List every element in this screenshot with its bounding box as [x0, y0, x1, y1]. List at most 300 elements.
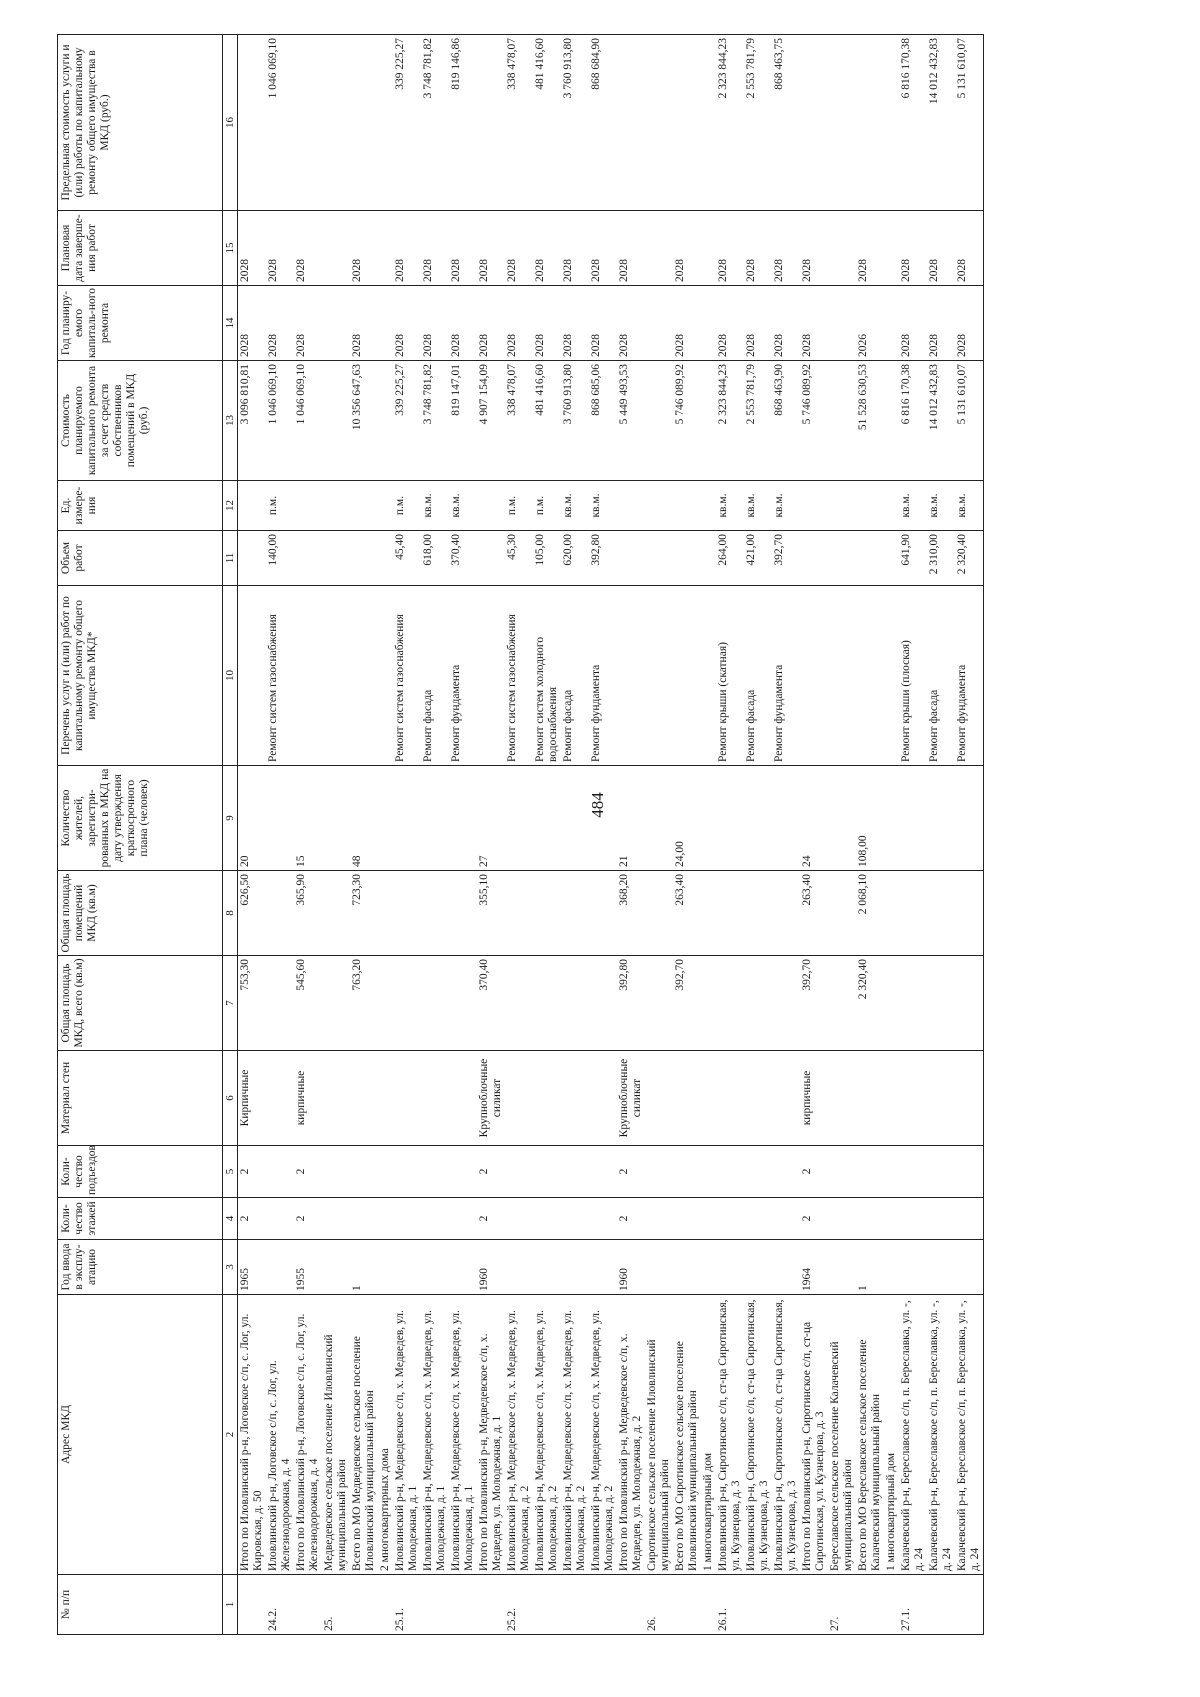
cell-col-10: Ремонт крыши (плоская): [899, 586, 927, 766]
cell-col-10: [800, 586, 828, 766]
cell-col-6: [589, 1051, 617, 1146]
cell-col-2: Итого по Иловлинский р-н, Медведевское с/п, х. Медведев, ул. Молодежная, д. 2: [617, 1295, 645, 1575]
cell-col-5: [716, 1146, 744, 1198]
cell-col-10: Ремонт систем холодного водоснабжения: [533, 586, 561, 766]
cell-col-4: [955, 1198, 984, 1240]
cell-col-6: [561, 1051, 589, 1146]
cell-col-6: кирпичные: [294, 1051, 322, 1146]
cell-col-9: 20: [238, 766, 267, 871]
cell-col-8: [772, 871, 800, 956]
cell-col-4: [533, 1198, 561, 1240]
cell-col-12: [828, 481, 856, 531]
cell-col-4: [927, 1198, 955, 1240]
cell-col-1: 25.: [322, 1575, 350, 1635]
column-number: 1: [223, 1575, 238, 1635]
cell-col-8: [449, 871, 477, 956]
cell-col-2: Иловлинский р-н, Медведевское с/п, х. Медведев, ул. Молодежная, д. 1: [421, 1295, 449, 1575]
col-header: Плановая дата заверше-ния работ: [58, 211, 223, 286]
cell-col-7: [266, 956, 294, 1051]
table-row: [716, 35, 744, 1635]
table-row: [561, 35, 589, 1635]
cell-col-6: Крупноблочные силикат: [477, 1051, 505, 1146]
cell-col-6: [716, 1051, 744, 1146]
cell-col-9: [266, 766, 294, 871]
cell-col-16: [884, 35, 899, 211]
cell-col-5: 2: [800, 1146, 828, 1198]
cell-col-6: [701, 1051, 716, 1146]
cell-col-16: 819 146,86: [449, 35, 477, 211]
cell-col-10: [884, 586, 899, 766]
cell-col-4: 2: [238, 1198, 267, 1240]
col-header: Объем работ: [58, 531, 223, 586]
cell-col-13: 4 907 154,09: [477, 361, 505, 481]
cell-col-9: [589, 766, 617, 871]
cell-col-1: 27.1.: [899, 1575, 927, 1635]
cell-col-2: Медведевское сельское поселение Иловлинский муниципальный район: [322, 1295, 350, 1575]
cell-col-6: [645, 1051, 673, 1146]
cell-col-2: Сиротинское сельское поселение Иловлинский муниципальный район: [645, 1295, 673, 1575]
cell-col-8: [378, 871, 393, 956]
cell-col-12: [378, 481, 393, 531]
cell-col-4: 2: [294, 1198, 322, 1240]
cell-col-1: [294, 1575, 322, 1635]
cell-col-15: 2028: [561, 211, 589, 286]
cell-col-16: 6 816 170,38: [899, 35, 927, 211]
cell-col-12: кв.м.: [561, 481, 589, 531]
cell-col-15: [884, 211, 899, 286]
cell-col-10: [701, 586, 716, 766]
cell-col-10: [477, 586, 505, 766]
cell-col-16: [701, 35, 716, 211]
col-header: Год ввода в эксплу-атацию: [58, 1240, 223, 1295]
cell-col-16: [238, 35, 267, 211]
cell-col-10: Ремонт систем газоснабжения: [266, 586, 294, 766]
cell-col-8: [899, 871, 927, 956]
cell-col-2: Иловлинский р-н, Сиротинское с/п, ст-ца Сиротинская, ул. Кузнецова, д. 3: [744, 1295, 772, 1575]
cell-col-3: [449, 1240, 477, 1295]
cell-col-11: 105,00: [533, 531, 561, 586]
table-row: [828, 35, 856, 1635]
cell-col-13: 5 746 089,92: [673, 361, 701, 481]
cell-col-8: [322, 871, 350, 956]
column-number: 10: [223, 586, 238, 766]
cell-col-15: 2028: [238, 211, 267, 286]
cell-col-8: [393, 871, 421, 956]
cell-col-13: 6 816 170,38: [899, 361, 927, 481]
cell-col-16: 1 046 069,10: [266, 35, 294, 211]
cell-col-8: [421, 871, 449, 956]
column-number: 5: [223, 1146, 238, 1198]
cell-col-3: [828, 1240, 856, 1295]
cell-col-15: [701, 211, 716, 286]
table-row: [617, 35, 645, 1635]
cell-col-1: [477, 1575, 505, 1635]
cell-col-11: 264,00: [716, 531, 744, 586]
cell-col-8: [927, 871, 955, 956]
cell-col-11: 45,40: [393, 531, 421, 586]
cell-col-8: [828, 871, 856, 956]
cell-col-10: [828, 586, 856, 766]
cell-col-3: 1955: [294, 1240, 322, 1295]
cell-col-3: [884, 1240, 899, 1295]
cell-col-12: кв.м.: [716, 481, 744, 531]
cell-col-13: 868 685,06: [589, 361, 617, 481]
cell-col-15: 2028: [421, 211, 449, 286]
cell-col-14: 2028: [589, 286, 617, 361]
cell-col-10: Ремонт фундамента: [955, 586, 984, 766]
cell-col-7: 392,70: [673, 956, 701, 1051]
cell-col-14: 2028: [617, 286, 645, 361]
col-header: Количество жителей, зарегистри-рованных в МКД на дату утверждения краткосрочного плана (человек): [58, 766, 223, 871]
cell-col-14: [828, 286, 856, 361]
cell-col-16: 868 463,75: [772, 35, 800, 211]
cell-col-10: Ремонт систем газоснабжения: [393, 586, 421, 766]
cell-col-16: 481 416,60: [533, 35, 561, 211]
cell-col-9: [322, 766, 350, 871]
cell-col-2: Итого по Иловлинский р-н, Логовское с/п, с. Лог, ул. Железнодорожная, д. 4: [294, 1295, 322, 1575]
cell-col-11: 45,30: [505, 531, 533, 586]
cell-col-12: [673, 481, 701, 531]
cell-col-14: 2028: [899, 286, 927, 361]
cell-col-12: [645, 481, 673, 531]
cell-col-12: [477, 481, 505, 531]
cell-col-4: [378, 1198, 393, 1240]
cell-col-14: 2028: [772, 286, 800, 361]
cell-col-8: 355,10: [477, 871, 505, 956]
cell-col-7: [899, 956, 927, 1051]
cell-col-16: [477, 35, 505, 211]
cell-col-12: п.м.: [393, 481, 421, 531]
column-number: 11: [223, 531, 238, 586]
cell-col-16: 3 748 781,82: [421, 35, 449, 211]
table-row: [744, 35, 772, 1635]
cell-col-13: 1 046 069,10: [266, 361, 294, 481]
cell-col-12: [617, 481, 645, 531]
cell-col-6: кирпичные: [800, 1051, 828, 1146]
col-header: Общая площадь помещений МКД (кв.м): [58, 871, 223, 956]
cell-col-13: [828, 361, 856, 481]
cell-col-1: [378, 1575, 393, 1635]
cell-col-8: 2 068,10: [856, 871, 884, 956]
cell-col-12: [701, 481, 716, 531]
cell-col-6: [505, 1051, 533, 1146]
cell-col-16: [294, 35, 322, 211]
cell-col-2: Иловлинский р-н, Сиротинское с/п, ст-ца Сиротинская, ул. Кузнецова, д. 3: [772, 1295, 800, 1575]
cell-col-11: [856, 531, 884, 586]
cell-col-5: [955, 1146, 984, 1198]
cell-col-12: п.м.: [533, 481, 561, 531]
cell-col-16: 2 553 781,79: [744, 35, 772, 211]
cell-col-2: Калачевский р-н, Береславское с/п, п. Береславка, ул. -, д. 24: [927, 1295, 955, 1575]
cell-col-7: 763,20: [350, 956, 378, 1051]
cell-col-6: Крупноблочные силикат: [617, 1051, 645, 1146]
cell-col-3: [322, 1240, 350, 1295]
table-row: [800, 35, 828, 1635]
cell-col-11: [645, 531, 673, 586]
cell-col-4: [744, 1198, 772, 1240]
cell-col-9: [561, 766, 589, 871]
cell-col-5: 2: [477, 1146, 505, 1198]
cell-col-1: [927, 1575, 955, 1635]
cell-col-16: [856, 35, 884, 211]
cell-col-13: 819 147,01: [449, 361, 477, 481]
cell-col-7: 2 320,40: [856, 956, 884, 1051]
cell-col-11: [322, 531, 350, 586]
cell-col-3: [645, 1240, 673, 1295]
cell-col-9: [927, 766, 955, 871]
col-header: Стоимость планируемого капитального ремонта за счет средств собственников помещений в МКД (руб.): [58, 361, 223, 481]
cell-col-1: 24.2.: [266, 1575, 294, 1635]
cell-col-2: Калачевский р-н, Береславское с/п, п. Береславка, ул. -, д. 24: [899, 1295, 927, 1575]
cell-col-14: 2028: [561, 286, 589, 361]
cell-col-6: [378, 1051, 393, 1146]
cell-col-9: 108,00: [856, 766, 884, 871]
cell-col-14: 2028: [421, 286, 449, 361]
cell-col-1: 25.2.: [505, 1575, 533, 1635]
cell-col-7: [772, 956, 800, 1051]
table-row: [477, 35, 505, 1635]
cell-col-14: 2028: [266, 286, 294, 361]
cell-col-14: 2028: [716, 286, 744, 361]
cell-col-11: [884, 531, 899, 586]
col-header: Перечень услуг и (или) работ по капитальному ремонту общего имущества МКД*: [58, 586, 223, 766]
cell-col-13: 5 746 089,92: [800, 361, 828, 481]
cell-col-7: [322, 956, 350, 1051]
cell-col-4: [266, 1198, 294, 1240]
cell-col-6: [744, 1051, 772, 1146]
cell-col-3: [393, 1240, 421, 1295]
cell-col-16: 2 323 844,23: [716, 35, 744, 211]
cell-col-15: 2028: [955, 211, 984, 286]
cell-col-13: [378, 361, 393, 481]
cell-col-15: 2028: [899, 211, 927, 286]
cell-col-6: [828, 1051, 856, 1146]
cell-col-6: [856, 1051, 884, 1146]
table-row: [884, 35, 899, 1635]
cell-col-11: 641,90: [899, 531, 927, 586]
cell-col-15: 2028: [617, 211, 645, 286]
cell-col-7: 392,80: [617, 956, 645, 1051]
cell-col-3: 1960: [477, 1240, 505, 1295]
cell-col-12: [856, 481, 884, 531]
cell-col-7: [505, 956, 533, 1051]
cell-col-3: 1960: [617, 1240, 645, 1295]
cell-col-15: [378, 211, 393, 286]
page-number: 484: [587, 792, 607, 818]
cell-col-3: [716, 1240, 744, 1295]
cell-col-2: Иловлинский р-н, Сиротинское с/п, ст-ца Сиротинская, ул. Кузнецова, д. 3: [716, 1295, 744, 1575]
cell-col-13: 14 012 432,83: [927, 361, 955, 481]
cell-col-4: [322, 1198, 350, 1240]
cell-col-13: 868 463,90: [772, 361, 800, 481]
cell-col-7: [561, 956, 589, 1051]
cell-col-14: 2028: [505, 286, 533, 361]
cell-col-12: [884, 481, 899, 531]
cell-col-16: [673, 35, 701, 211]
cell-col-7: [378, 956, 393, 1051]
cell-col-3: [673, 1240, 701, 1295]
cell-col-5: [350, 1146, 378, 1198]
cell-col-13: 339 225,27: [393, 361, 421, 481]
cell-col-11: [350, 531, 378, 586]
cell-col-4: [350, 1198, 378, 1240]
cell-col-8: [589, 871, 617, 956]
cell-col-5: [449, 1146, 477, 1198]
cell-col-4: [716, 1198, 744, 1240]
cell-col-14: 2028: [533, 286, 561, 361]
cell-col-11: 392,70: [772, 531, 800, 586]
cell-col-10: Ремонт фасада: [421, 586, 449, 766]
cell-col-9: [701, 766, 716, 871]
cell-col-6: [772, 1051, 800, 1146]
cell-col-4: [393, 1198, 421, 1240]
cell-col-7: [927, 956, 955, 1051]
cell-col-7: [393, 956, 421, 1051]
cell-col-14: 2028: [449, 286, 477, 361]
cell-col-2: Иловлинский р-н, Логовское с/п, с. Лог, ул. Железнодорожная, д. 4: [266, 1295, 294, 1575]
cell-col-13: 2 323 844,23: [716, 361, 744, 481]
cell-col-1: [617, 1575, 645, 1635]
cell-col-13: 3 760 913,80: [561, 361, 589, 481]
cell-col-2: Всего по МО Медведевское сельское поселение Иловлинский муниципальный район: [350, 1295, 378, 1575]
col-header: Материал стен: [58, 1051, 223, 1146]
cell-col-11: 2 310,00: [927, 531, 955, 586]
cell-col-7: [744, 956, 772, 1051]
cell-col-13: [701, 361, 716, 481]
cell-col-3: [927, 1240, 955, 1295]
column-number: 14: [223, 286, 238, 361]
cell-col-9: [899, 766, 927, 871]
table-row: [378, 35, 393, 1635]
cell-col-12: [800, 481, 828, 531]
table-row: [350, 35, 378, 1635]
cell-col-1: [744, 1575, 772, 1635]
cell-col-14: 2028: [477, 286, 505, 361]
cell-col-5: [561, 1146, 589, 1198]
cell-col-8: [884, 871, 899, 956]
cell-col-8: [955, 871, 984, 956]
cell-col-16: 339 225,27: [393, 35, 421, 211]
column-number: 7: [223, 956, 238, 1051]
cell-col-2: Итого по Иловлинский р-н, Логовское с/п, с. Лог, ул. Кировская, д. 50: [238, 1295, 267, 1575]
cell-col-2: Всего по МО Сиротинское сельское поселение Иловлинский муниципальный район: [673, 1295, 701, 1575]
cell-col-16: [378, 35, 393, 211]
cell-col-5: [393, 1146, 421, 1198]
cell-col-6: [884, 1051, 899, 1146]
cell-col-3: [561, 1240, 589, 1295]
table-row: [449, 35, 477, 1635]
column-number: 13: [223, 361, 238, 481]
col-header: Адрес МКД: [58, 1295, 223, 1575]
cell-col-11: [378, 531, 393, 586]
cell-col-1: 27.: [828, 1575, 856, 1635]
cell-col-1: [238, 1575, 267, 1635]
cell-col-9: [533, 766, 561, 871]
cell-col-11: 370,40: [449, 531, 477, 586]
cell-col-9: [884, 766, 899, 871]
cell-col-11: [673, 531, 701, 586]
cell-col-5: 2: [294, 1146, 322, 1198]
cell-col-1: [449, 1575, 477, 1635]
table-row: [294, 35, 322, 1635]
cell-col-8: [701, 871, 716, 956]
cell-col-14: 2028: [238, 286, 267, 361]
cell-col-11: [294, 531, 322, 586]
cell-col-8: [505, 871, 533, 956]
cell-col-3: [772, 1240, 800, 1295]
cell-col-12: [322, 481, 350, 531]
cell-col-13: 2 553 781,79: [744, 361, 772, 481]
cell-col-13: 10 356 647,63: [350, 361, 378, 481]
cell-col-10: Ремонт крыши (скатная): [716, 586, 744, 766]
cell-col-7: 392,70: [800, 956, 828, 1051]
cell-col-10: [617, 586, 645, 766]
cell-col-5: [421, 1146, 449, 1198]
table-row: [701, 35, 716, 1635]
header-row: [58, 35, 223, 1635]
cell-col-14: 2028: [927, 286, 955, 361]
rotated-table-container: [57, 35, 1172, 1635]
table-row: [238, 35, 267, 1635]
cell-col-9: [744, 766, 772, 871]
cell-col-16: 338 478,07: [505, 35, 533, 211]
cell-col-3: [266, 1240, 294, 1295]
cell-col-15: 2028: [477, 211, 505, 286]
cell-col-12: кв.м.: [449, 481, 477, 531]
cell-col-14: 2028: [673, 286, 701, 361]
cell-col-5: [927, 1146, 955, 1198]
cell-col-13: [645, 361, 673, 481]
cell-col-3: [421, 1240, 449, 1295]
cell-col-11: 392,80: [589, 531, 617, 586]
col-header: Год планиру-емого капиталь-ного ремонта: [58, 286, 223, 361]
cell-col-12: п.м.: [505, 481, 533, 531]
cell-col-2: Иловлинский р-н, Медведевское с/п, х. Медведев, ул. Молодежная, д. 1: [449, 1295, 477, 1575]
cell-col-4: 2: [477, 1198, 505, 1240]
cell-col-7: [421, 956, 449, 1051]
table-row: [899, 35, 927, 1635]
cell-col-16: 14 012 432,83: [927, 35, 955, 211]
cell-col-5: 2: [617, 1146, 645, 1198]
cell-col-16: [322, 35, 350, 211]
cell-col-15: 2028: [294, 211, 322, 286]
cell-col-14: [322, 286, 350, 361]
cell-col-4: [589, 1198, 617, 1240]
cell-col-7: [701, 956, 716, 1051]
cell-col-14: 2026: [856, 286, 884, 361]
cell-col-3: 1: [350, 1240, 378, 1295]
cell-col-13: 3 096 810,81: [238, 361, 267, 481]
cell-col-13: 3 748 781,82: [421, 361, 449, 481]
cell-col-16: [617, 35, 645, 211]
column-number: 6: [223, 1051, 238, 1146]
cell-col-2: Итого по Иловлинский р-н, Медведевское с/п, х. Медведев, ул. Молодежная, д. 1: [477, 1295, 505, 1575]
cell-col-3: 1964: [800, 1240, 828, 1295]
cell-col-15: 2028: [350, 211, 378, 286]
col-header: Ед. измере-ния: [58, 481, 223, 531]
col-header: Предельная стоимость услуги и (или) работы по капитальному ремонту общего имущества в МКД (руб.): [58, 35, 223, 211]
table-row: [421, 35, 449, 1635]
cell-col-11: 421,00: [744, 531, 772, 586]
cell-col-10: [673, 586, 701, 766]
cell-col-1: 25.1.: [393, 1575, 421, 1635]
cell-col-2: Итого по Иловлинский р-н, Сиротинское с/п, ст-ца Сиротинская, ул. Кузнецова, д. 3: [800, 1295, 828, 1575]
cell-col-6: [322, 1051, 350, 1146]
column-number: 16: [223, 35, 238, 211]
capital-repair-table: [57, 34, 984, 1635]
cell-col-2: 2 многоквартирных дома: [378, 1295, 393, 1575]
cell-col-6: [533, 1051, 561, 1146]
